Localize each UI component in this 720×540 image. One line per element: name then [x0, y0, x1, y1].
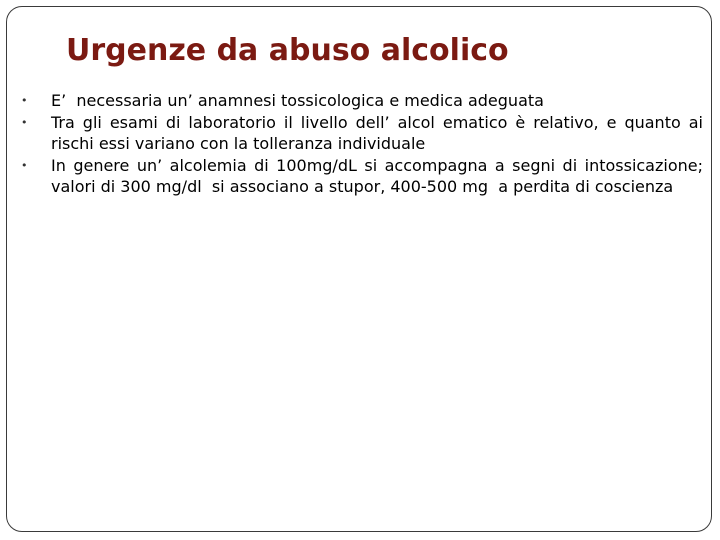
bullet-text: Tra gli esami di laboratorio il livello dell’ alcol ematico è relativo, e quanto ai rischi essi variano con la tolleranza individuale	[51, 112, 709, 153]
bullet-list	[21, 90, 709, 198]
bullet-dot-icon: •	[21, 115, 28, 129]
bullet-dot-icon: •	[21, 158, 28, 172]
bullet-item	[21, 155, 709, 198]
slide-frame	[6, 6, 712, 532]
bullet-text: E’ necessaria un’ anamnesi tossicologica e medica adeguata	[51, 91, 544, 110]
bullet-item	[21, 112, 709, 155]
bullet-dot-icon: •	[21, 94, 28, 107]
slide-title: Urgenze da abuso alcolico	[66, 33, 509, 68]
bullet-text: In genere un’ alcolemia di 100mg/dL si accompagna a segni di intossicazione; valori di 300 mg/dl si associano a stupor, 400-500 mg a perdita di coscienza	[51, 155, 709, 196]
bullet-item	[21, 90, 703, 112]
